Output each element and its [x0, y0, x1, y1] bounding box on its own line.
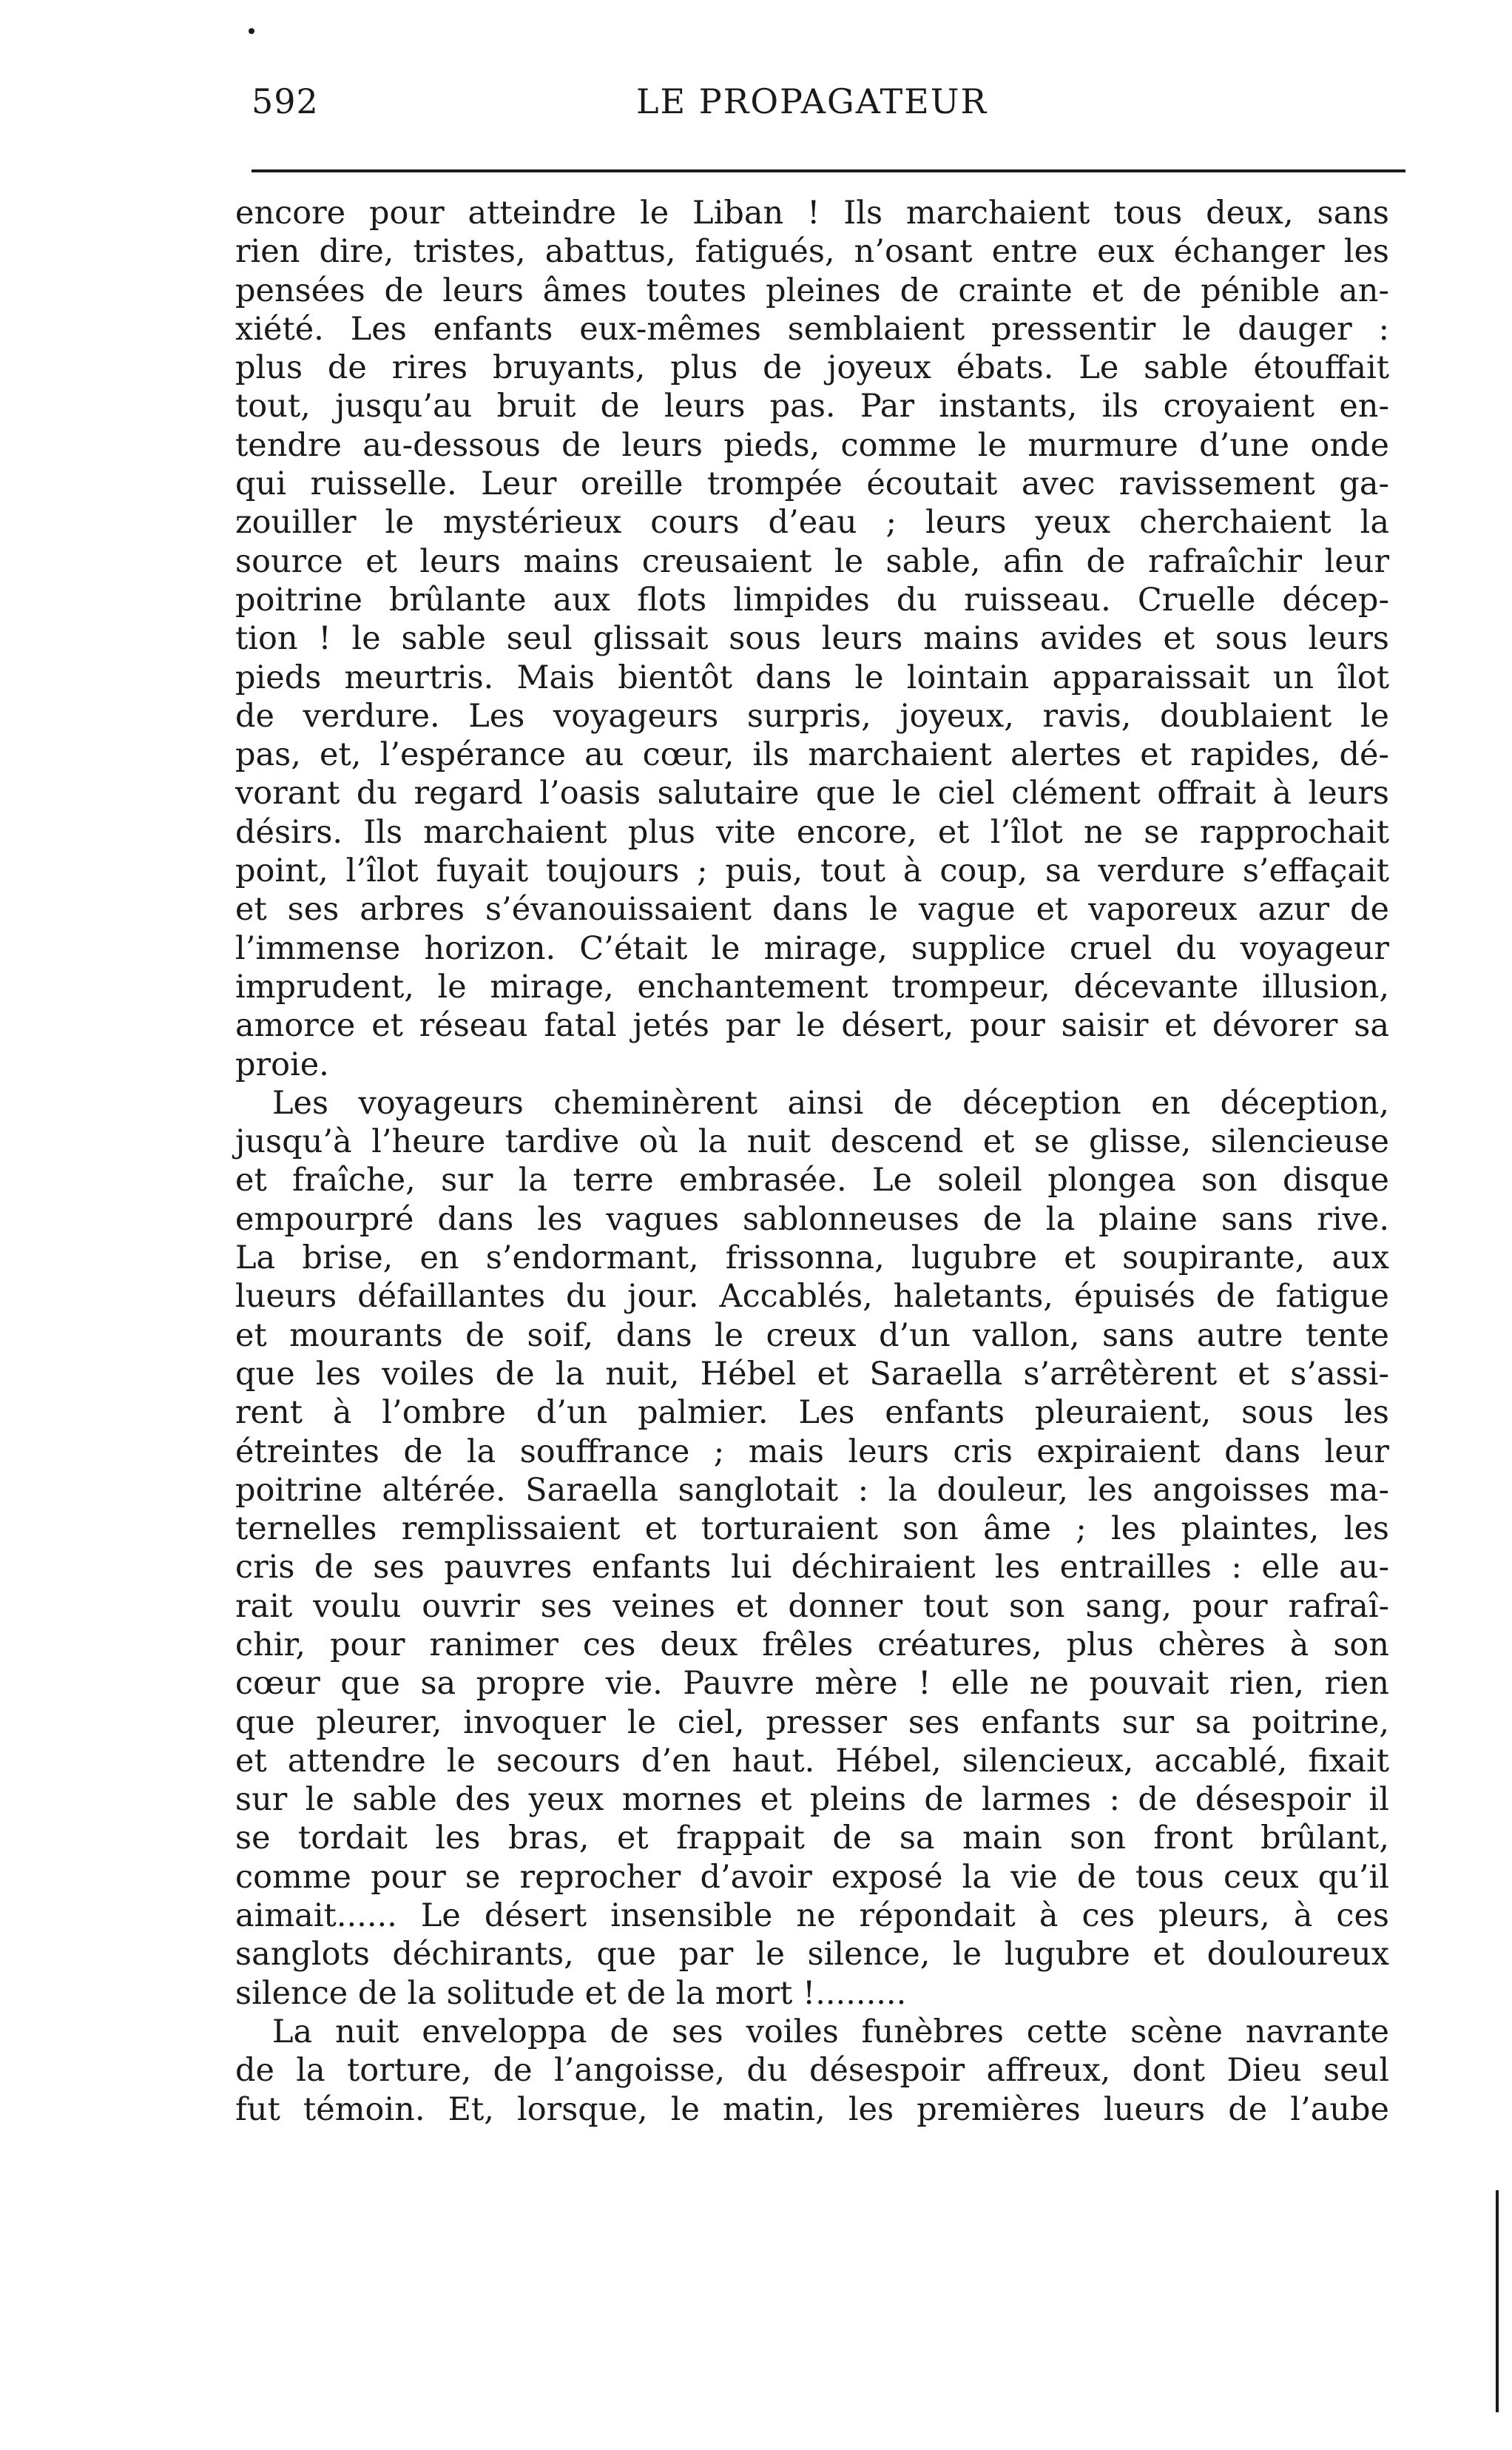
text-line: pieds meurtris. Mais bientôt dans le lointain apparaissait un îlot [235, 659, 1389, 696]
text-line: et ses arbres s’évanouissaient dans le vague et vaporeux azur de [235, 891, 1389, 929]
text-line: La brise, en s’endormant, frissonna, lugubre et soupirante, aux [235, 1239, 1389, 1277]
paragraph-end-line: silence de la solitude et de la mort !......... [235, 1974, 907, 2012]
text-line: désirs. Ils marchaient plus vite encore, et l’îlot ne se rapprochait [235, 813, 1389, 851]
text-line: que pleurer, invoquer le ciel, presser ses enfants sur sa poitrine, [235, 1703, 1389, 1741]
text-line: aimait...... Le désert insensible ne répondait à ces pleurs, à ces [235, 1897, 1389, 1935]
text-line: qui ruisselle. Leur oreille trompée écoutait avec ravissement ga- [235, 465, 1389, 503]
text-line: tout, jusqu’au bruit de leurs pas. Par instants, ils croyaient en- [235, 388, 1389, 425]
text-line: et mourants de soif, dans le creux d’un vallon, sans autre tente [235, 1316, 1389, 1354]
text-line: ternelles remplissaient et torturaient son âme ; les plaintes, les [235, 1510, 1389, 1548]
text-line: sanglots déchirants, que par le silence, le lugubre et douloureux [235, 1936, 1389, 1973]
text-line: amorce et réseau fatal jetés par le désert, pour saisir et dévorer sa [235, 1007, 1389, 1045]
paragraph-start-line: La nuit enveloppa de ses voiles funèbres cette scène navrante [272, 2013, 1389, 2050]
text-line: empourpré dans les vagues sablonneuses de la plaine sans rive. [235, 1200, 1389, 1238]
text-line: se tordait les bras, et frappait de sa main son front brûlant, [235, 1820, 1389, 1857]
text-line: rait voulu ouvrir ses veines et donner tout son sang, pour rafraî- [235, 1587, 1389, 1625]
paragraph-start-line: Les voyageurs cheminèrent ainsi de déception en déception, [272, 1084, 1389, 1122]
header-rule [252, 169, 1405, 172]
text-line: pas, et, l’espérance au cœur, ils marchaient alertes et rapides, dé- [235, 736, 1389, 774]
text-line: tion ! le sable seul glissait sous leurs mains avides et sous leurs [235, 620, 1389, 658]
text-line: et fraîche, sur la terre embrasée. Le soleil plongea son disque [235, 1162, 1389, 1199]
text-line: encore pour atteindre le Liban ! Ils marchaient tous deux, sans [235, 195, 1389, 232]
text-line: comme pour se reprocher d’avoir exposé la vie de tous ceux qu’il [235, 1858, 1389, 1896]
text-line: fut témoin. Et, lorsque, le matin, les premières lueurs de l’aube [235, 2090, 1389, 2128]
text-line: point, l’îlot fuyait toujours ; puis, tout à coup, sa verdure s’effaçait [235, 852, 1389, 890]
text-line: zouiller le mystérieux cours d’eau ; leurs yeux cherchaient la [235, 504, 1389, 542]
text-line: pensées de leurs âmes toutes pleines de crainte et de pénible an- [235, 272, 1389, 309]
paragraph-end-line: proie. [235, 1046, 329, 1083]
text-line: l’immense horizon. C’était le mirage, supplice cruel du voyageur [235, 929, 1389, 967]
text-line: poitrine brûlante aux flots limpides du ruisseau. Cruelle décep- [235, 581, 1389, 619]
page-header [252, 81, 1405, 148]
text-line: rent à l’ombre d’un palmier. Les enfants pleuraient, sous les [235, 1394, 1389, 1432]
text-line: xiété. Les enfants eux-mêmes semblaient pressentir le dauger : [235, 310, 1389, 348]
text-line: poitrine altérée. Saraella sanglotait : la douleur, les angoisses ma- [235, 1471, 1389, 1509]
text-line: cris de ses pauvres enfants lui déchiraient les entrailles : elle au- [235, 1549, 1389, 1586]
text-line: rien dire, tristes, abattus, fatigués, n’osant entre eux échanger les [235, 233, 1389, 271]
body-text [235, 194, 1389, 2129]
page-number: 592 [252, 81, 319, 121]
text-line: chir, pour ranimer ces deux frêles créatures, plus chères à son [235, 1626, 1389, 1663]
running-title: LE PROPAGATEUR [636, 81, 988, 121]
text-line: imprudent, le mirage, enchantement trompeur, décevante illusion, [235, 968, 1389, 1006]
text-line: étreintes de la souffrance ; mais leurs cris expiraient dans leur [235, 1433, 1389, 1470]
text-line: et attendre le secours d’en haut. Hébel, silencieux, accablé, fixait [235, 1742, 1389, 1780]
text-line: de verdure. Les voyageurs surpris, joyeux, ravis, doublaient le [235, 697, 1389, 735]
text-line: sur le sable des yeux mornes et pleins de larmes : de désespoir il [235, 1781, 1389, 1819]
print-speck [249, 28, 254, 34]
text-line: source et leurs mains creusaient le sable, afin de rafraîchir leur [235, 542, 1389, 580]
text-line: vorant du regard l’oasis salutaire que le ciel clément offrait à leurs [235, 775, 1389, 812]
text-line: jusqu’à l’heure tardive où la nuit descend et se glisse, silencieuse [235, 1123, 1389, 1161]
text-line: de la torture, de l’angoisse, du désespoir affreux, dont Dieu seul [235, 2052, 1389, 2090]
text-line: cœur que sa propre vie. Pauvre mère ! elle ne pouvait rien, rien [235, 1665, 1389, 1703]
text-line: tendre au-dessous de leurs pieds, comme le murmure d’une onde [235, 426, 1389, 464]
text-line: que les voiles de la nuit, Hébel et Saraella s’arrêtèrent et s’assi- [235, 1355, 1389, 1393]
text-line: lueurs défaillantes du jour. Accablés, haletants, épuisés de fatigue [235, 1278, 1389, 1316]
margin-scan-mark [1496, 2190, 1499, 2412]
text-line: plus de rires bruyants, plus de joyeux ébats. Le sable étouffait [235, 349, 1389, 387]
